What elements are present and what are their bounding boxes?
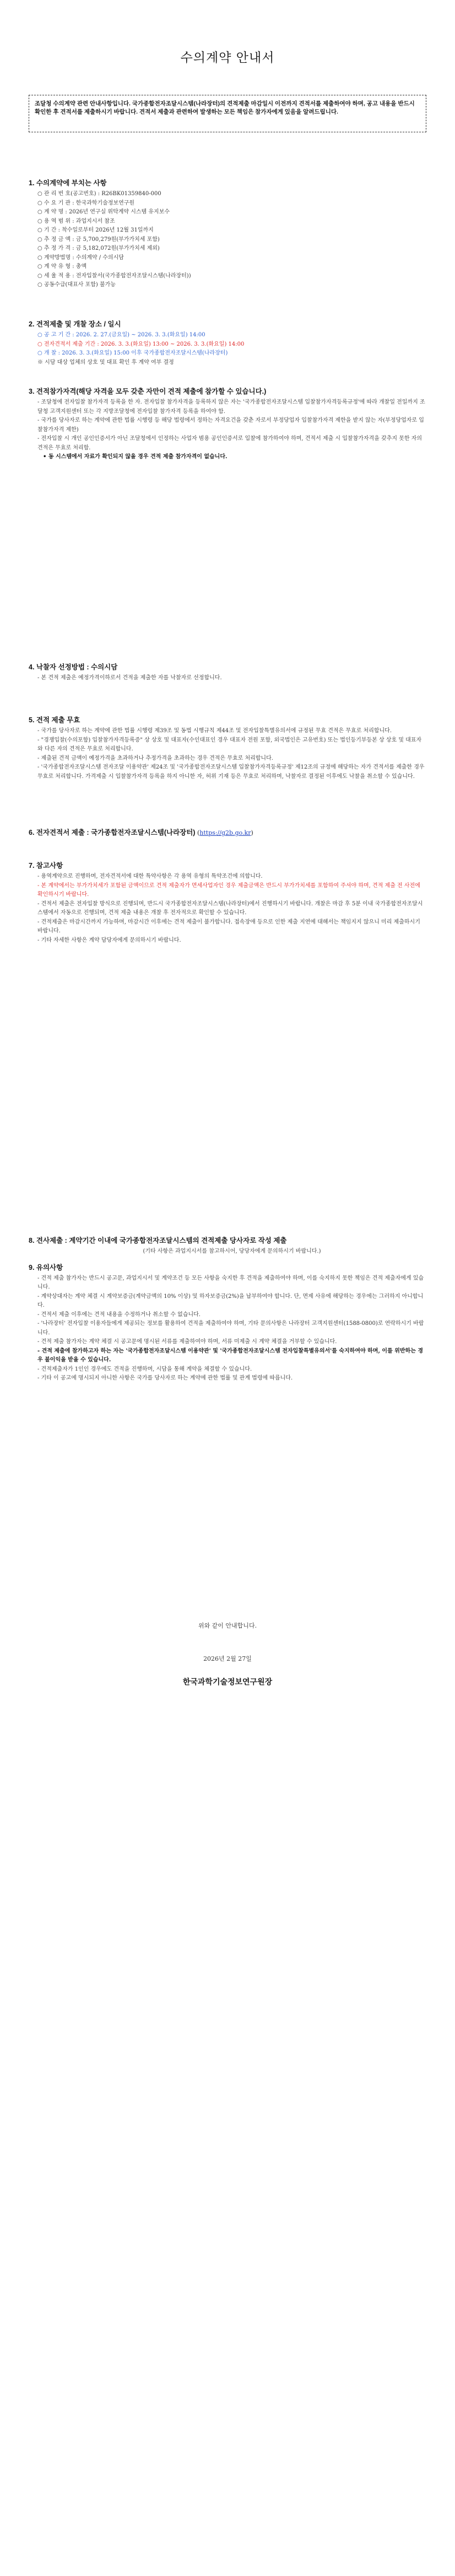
- section-1: [29, 178, 426, 290]
- s9-item: - 기타 이 공고에 명시되지 아니한 사항은 국가를 당사자로 하는 계약에 관한 법률 및 관계 법령에 따릅니다.: [37, 1375, 293, 1381]
- s7-item: - 기타 자세한 사항은 계약 담당자에게 문의하시기 바랍니다.: [37, 937, 181, 943]
- section-6: 6. 전자견적서 제출 : 국가종합전자조달시스템(나라장터) (https://g2b.go.kr): [29, 829, 253, 836]
- s3-item: - 국가를 당사자로 하는 계약에 관한 법률 시행령 등 해당 법령에서 정하는 자격요건을 갖춘 자로서 부정당업자 입찰참가자격 제한을 받지 않는 자(부정당업자로 입찰참가자격 제한): [37, 417, 424, 433]
- s9-item: - 견적 제출 참가자는 반드시 공고문, 과업지시서 및 계약조건 등 모든 사항을 숙지한 후 견적을 제출하여야 하며, 이를 숙지하지 못한 책임은 견적 제출자에게 있습니다.: [37, 1275, 424, 1290]
- section-4: [29, 662, 426, 683]
- s2-item: ○ 개 찰 : 2026. 3. 3.(화요일) 15:00 이후 국가종합전자조달시스템(나라장터): [37, 350, 228, 356]
- s7-item: - 견적서 제출은 전자입찰 방식으로 진행되며, 반드시 국가종합전자조달시스템(나라장터)에서 진행하시기 바랍니다. 개찰은 마감 후 5분 이내 국가종합전자조달시스템에서 자동으로 진행되며, 견적 제출 내용은 개찰 후 전자적으로 확인할 수 있습니다.: [37, 900, 423, 916]
- s3-item: - 조달청에 전자입찰 참가자격 등록을 한 자. 전자입찰 참가자격을 등록하지 않은 자는 '국가종합전자조달시스템 입찰참가자격등록규정'에 따라 개찰일 전일까지 조달청 고객지원센터 또는 각 지방조달청에 전자입찰 참가자격 등록을 하여야 함.: [37, 399, 425, 415]
- s9-item: - 계약상대자는 계약 체결 시 계약보증금(계약금액의 10% 이상) 및 하자보증금(2%)을 납부하여야 합니다. 단, 면제 사유에 해당하는 경우에는 그러하지 아니합니다.: [37, 1293, 424, 1308]
- s3-item: - 전자입찰 시 개인 공인인증서가 아닌 조달청에서 인정하는 사업자 범용 공인인증서로 입찰에 참가하여야 하며, 견적서 제출 시 입찰참가자격을 갖추지 못한 자의 견적은 무효로 처리함.: [37, 436, 422, 451]
- page-title: 수의계약 안내서: [180, 51, 275, 65]
- s2-item: ※ 시담 대상 업체의 상호 및 대표 확인 후 계약 여부 결정: [37, 359, 174, 366]
- s1-item: ○ 용 역 범 위 : 과업지시서 참조: [37, 218, 115, 224]
- s9-item: - 견적서 제출 이후에는 견적 내용을 수정하거나 취소할 수 없습니다.: [37, 1311, 201, 1318]
- section-5: [29, 715, 426, 781]
- s8-subheading: (기타 사항은 과업지시서를 참고하시어, 당당자에게 문의하시기 바랍니다.): [143, 1248, 321, 1254]
- s1-item: ○ 세 율 적 용 : 전자입찰서(국가종합전자조달시스템(나라장터)): [37, 272, 191, 279]
- s2-item: ○ 전자견적서 제출 기간 : 2026. 3. 3.(화요일) 13:00 ~ 2026. 3. 3.(화요일) 14:00: [37, 341, 245, 347]
- s5-item: - 제출된 견적 금액이 예정가격을 초과하거나 추정가격을 초과하는 경우 견적은 무효로 처리합니다.: [37, 755, 273, 761]
- closing-line: 위와 같이 안내합니다.: [198, 1622, 257, 1629]
- s7-item: - 견적제출은 마감시간까지 가능하며, 마감시간 이후에는 견적 제출이 불가합니다. 접속장애 등으로 인한 제출 지연에 대해서는 책임지지 않으니 미리 제출하시기 바랍니다.: [37, 919, 420, 934]
- s3-item: • 동 시스템에서 자료가 확인되지 않을 경우 견적 제출 참가자격이 없습니다.: [43, 454, 228, 460]
- closing-date: 2026년 2월 27일: [203, 1655, 252, 1662]
- section-3: [29, 386, 426, 462]
- s1-item: ○ 계약방법명 : 수의계약 / 수의시담: [37, 254, 124, 261]
- s7-item: - 용역계약으로 진행하며, 전자견적서에 대한 특약사항은 각 용역 유형의 특약조건에 의합니다.: [37, 873, 263, 879]
- s1-item: ○ 수 요 기 관 : 한국과학기술정보연구원: [37, 200, 135, 206]
- s1-item: ○ 계 약 명 : 2026년 연구실 위탁계약 시스템 유지보수: [37, 209, 170, 215]
- s1-item: ○ 관 리 번 호(공고번호) : R26BK01359840-000: [37, 191, 161, 197]
- s9-item: - 견적 제출 참가자는 계약 체결 시 공고문에 명시된 서류를 제출하여야 하며, 서류 미제출 시 계약 체결을 거부할 수 있습니다.: [37, 1339, 337, 1345]
- g2b-link[interactable]: https://g2b.go.kr: [199, 829, 251, 836]
- s9-item: - 견적 제출에 참가하고자 하는 자는 '국가종합전자조달시스템 이용약관' 및 '국가종합전자조달시스템 전자입찰특별유의서'를 숙지하여야 하며, 이를 위반하는 경우 불이익을 받을 수 있습니다.: [37, 1348, 423, 1363]
- section-8: [29, 1235, 426, 1383]
- section-3-heading: 3. 견적참가자격(해당 자격을 모두 갖춘 자만이 견적 제출에 참가할 수 있습니다.): [29, 388, 267, 395]
- notice-box: 조달청 수의계약 관련 안내사항입니다. 국가종합전자조달시스템(나라장터)의 견적제출 마감일시 이전까지 견적서를 제출하여야 하며, 공고 내용을 반드시 확인한 후 견적서를 제출하시기 바랍니다. 견적서 제출과 관련하여 발생하는 모든 책임은 참가자에게 있음을 알려드립니다.: [29, 95, 426, 132]
- section-2-heading: 2. 견적제출 및 개찰 장소 / 일시: [29, 320, 121, 328]
- section-2: [29, 319, 426, 367]
- section-6-heading: 6. 전자견적서 제출 : 국가종합전자조달시스템(나라장터): [29, 829, 196, 836]
- section-1-heading: 1. 수의계약에 부치는 사항: [29, 179, 107, 187]
- section-8-heading: 8. 견사제출 : 계약기간 이내에 국가종합전자조달시스템의 견적제출 당사자로 작성 제출: [29, 1237, 287, 1244]
- s4-item: - 본 견적 제출은 예정가격이하로서 견적을 제출한 자를 낙찰자로 선정합니다.: [37, 675, 222, 681]
- s5-item: - 국가를 당사자로 하는 계약에 관한 법률 시행령 제39조 및 동법 시행규칙 제44조 및 전자입찰특별유의서에 규정된 무효 견적은 무효로 처리합니다.: [37, 728, 392, 734]
- s1-item: ○ 계 약 유 형 : 총액: [37, 264, 87, 270]
- s1-item: ○ 기 간 : 착수일로부터 2026년 12월 31일까지: [37, 227, 154, 233]
- s7-item: - 본 계약에서는 부가가치세가 포함된 금액이므로 견적 제출자가 면세사업자인 경우 제출금액은 반드시 부가가치세를 포함하여 주셔야 하며, 견적 제출 전 사전에 확인하시기 바랍니다.: [37, 882, 420, 898]
- section-9-heading: 9. 유의사항: [29, 1263, 63, 1271]
- s9-item: - '나라장터' 전자입찰 이용자들에게 제공되는 정보를 활용하여 견적을 제출하여야 하며, 기타 문의사항은 나라장터 고객지원센터(1588-0800)로 연락하시기 바랍니다.: [37, 1321, 424, 1336]
- issuing-organization: 한국과학기술정보연구원장: [182, 1677, 273, 1686]
- section-4-heading: 4. 낙찰자 선정방법 : 수의시담: [29, 663, 118, 671]
- s5-item: - "경쟁입찰(수의포함) 입찰참가자격등록증" 상 상호 및 대표자(수인대표인 경우 대표자 전원 포함, 외국법인은 고유번호) 또는 법인등기부등본 상 상호 및 대표자와 다른 자의 견적은 무효로 처리합니다.: [37, 737, 422, 752]
- section-7: [29, 860, 426, 945]
- s5-item: - '국가종합전자조달시스템 전자조달 이용약관' 제24조 및 '국가종합전자조달시스템 입찰참가자격등록규정' 제12조의 규정에 해당하는 자가 견적서를 제출한 경우 무효로 처리합니다. 가격제출 시 입찰참가자격 등록을 하지 아니한 자, 허위 기재 등은 무효로 처리하며, 낙찰자로 결정된 이후에도 낙찰을 취소할 수 있습니다.: [37, 764, 425, 780]
- s9-item: - 견적제출자가 1인인 경우에도 견적을 진행하며, 시담을 통해 계약을 체결할 수 있습니다.: [37, 1366, 252, 1372]
- section-7-heading: 7. 참고사항: [29, 862, 63, 870]
- section-5-heading: 5. 견적 제출 무효: [29, 716, 80, 724]
- s1-item: ○ 추 정 금 액 : 금 5,700,279원(부가가치세 포함): [37, 236, 160, 243]
- s2-item: ○ 공 고 기 간 : 2026. 2. 27.(금요일) ~ 2026. 3. 3.(화요일) 14:00: [37, 332, 205, 338]
- s1-item: ○ 추 정 가 격 : 금 5,182,072원(부가가치세 제외): [37, 245, 160, 251]
- s1-item: ○ 공동수급(대표사 포함) 불가능: [37, 282, 116, 288]
